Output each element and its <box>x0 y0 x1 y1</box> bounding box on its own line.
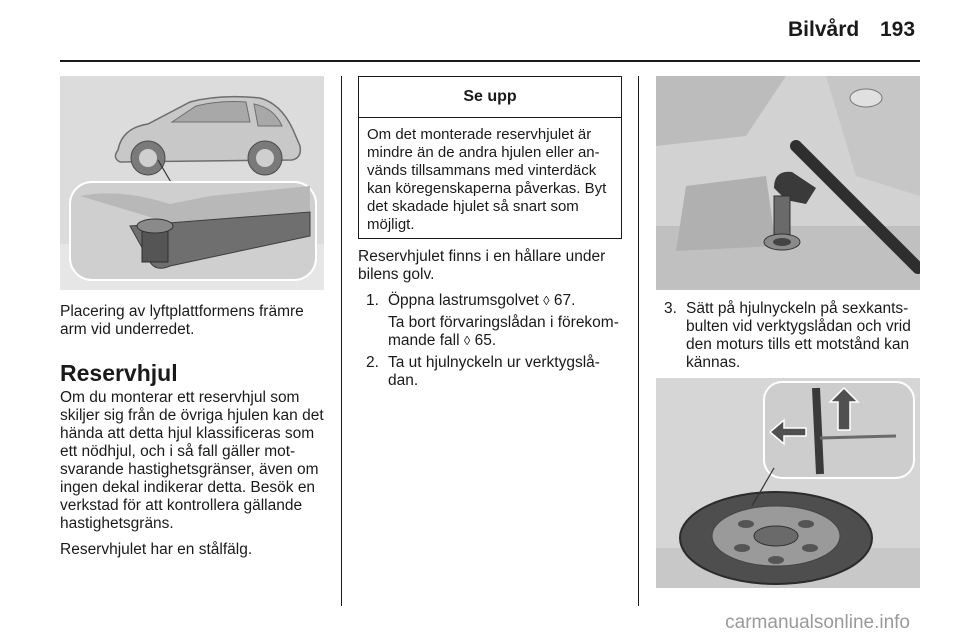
page-number: 193 <box>880 18 916 41</box>
step-1-number: 1. <box>366 292 379 309</box>
column-2-text <box>358 248 624 394</box>
page-ref-link[interactable]: 65. <box>474 332 497 349</box>
step-3-text: Sätt på hjulnyckeln på sexkantsbulten vid verktygslådan och vrid den moturs tills ett motstånd kan kännas. <box>686 300 911 371</box>
step-2-number: 2. <box>366 354 379 371</box>
watermark: carmanualsonline.info <box>725 612 910 633</box>
caution-text: Om det monterade reservhjulet är mindre än de andra hjulen eller används tillsammans med vinterdäck kan köregenskaperna påverkas. Byt det skadade hjulet så snart som möjligt. <box>367 126 607 233</box>
column-1-text <box>60 303 326 567</box>
step-1-text: Öppna lastrumsgolvet ◊ 67. <box>388 292 576 309</box>
column-divider-1 <box>341 76 342 606</box>
header-rule <box>60 60 920 62</box>
caution-box <box>358 76 622 239</box>
step-2 <box>366 354 624 390</box>
step-3-number: 3. <box>664 300 677 317</box>
caution-title: Se upp <box>359 77 621 118</box>
step-1-substep: Ta bort förvaringslådan i förekommande fall ◊ 65. <box>388 314 619 349</box>
steel-rim-paragraph: Reservhjulet har en stålfälg. <box>60 541 253 558</box>
step-2-text: Ta ut hjulnyckeln ur verktygslådan. <box>388 354 600 389</box>
column-divider-2 <box>638 76 639 606</box>
page-ref-icon: ◊ <box>463 333 471 348</box>
step-3 <box>664 300 922 372</box>
spare-wheel-paragraph: Om du monterar ett reservhjul som skiljer sig från de övriga hjulen kan det hända att detta hjul klassificeras som ett nödhjul, och i så fall gäller motsvarande hastighetsgränser, även om ingen dekal indikerar detta. Besök en verkstad för att kontrollera gällande hastighetsgräns. <box>60 389 324 532</box>
spare-wheel-illustration <box>656 378 920 588</box>
section-heading: Reservhjul <box>60 360 178 386</box>
step-1 <box>366 292 624 310</box>
page-section-title: Bilvård <box>788 18 860 41</box>
page-ref-icon: ◊ <box>543 293 550 308</box>
page-ref-link[interactable]: 67. <box>553 292 576 309</box>
spare-location-paragraph: Reservhjulet finns i en hållare under bilens golv. <box>358 248 606 283</box>
figure-caption: Placering av lyftplattformens främre arm vid underredet. <box>60 303 304 338</box>
wheel-wrench-illustration <box>656 76 920 290</box>
lift-arm-illustration <box>60 76 324 290</box>
column-3-text <box>664 300 922 376</box>
